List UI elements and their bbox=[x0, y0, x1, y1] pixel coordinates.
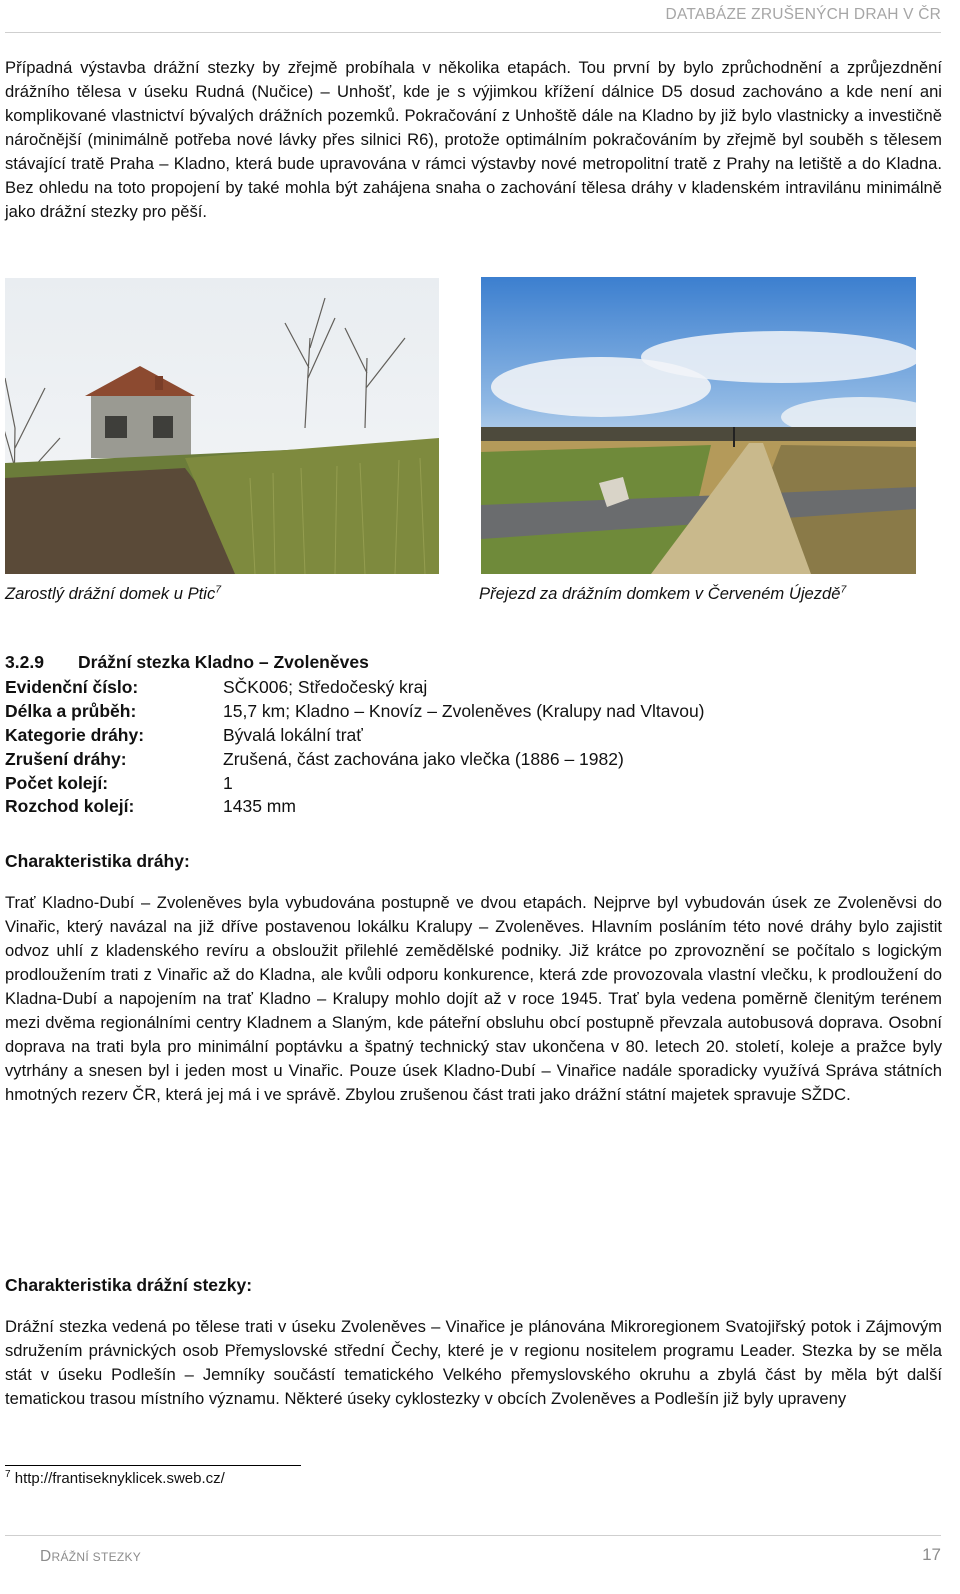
footnote-link[interactable]: http://frantiseknyklicek.sweb.cz/ bbox=[14, 1470, 225, 1487]
page-number: 17 bbox=[922, 1545, 941, 1564]
track-heading: Charakteristika dráhy: bbox=[5, 851, 190, 871]
intro-paragraph: Případná výstavba drážní stezky by zřejmě probíhala v několika etapách. Tou první by bylo zprůchodnění a zprůjezdnění drážního tělesa v úseku Rudná (Nučice) – Unhošť, kde je s výjimkou křížení dálnice D5 dosud zachováno a kde není ani komplikované vlastnictví bývalých drážních pozemků. Pokračování z Unhoště dále na Kladno by již bylo vlastnicky a investičně náročnější (minimálně potřeba nové lávky přes silnici R6), protože optimálním pokračováním by zřejmě byl souběh s tělesem stávající tratě Praha – Kladno, která bude upravována v rámci výstavby nové metropolitní tratě z Prahy na letiště a do Kladna. Bez ohledu na toto propojení by také mohla být zahájena snaha o zachování tělesa dráhy v kladenském intravilánu minimálně jako drážní stezky pro pěší. bbox=[5, 58, 942, 221]
header-rule bbox=[5, 32, 941, 33]
footnote-ref: 7 bbox=[215, 583, 222, 596]
running-header: DATABÁZE ZRUŠENÝCH DRAH V ČR bbox=[665, 6, 941, 23]
footnote: $^7$ http://frantiseknyklicek.sweb.cz/ bbox=[5, 1469, 225, 1487]
photo-caption-1: Zarostlý drážní domek u Ptic$^7$ bbox=[5, 583, 222, 603]
track-paragraph: Trať Kladno-Dubí – Zvoleněves byla vybudována postupně ve dvou etapách. Nejprve byl vybudován úsek ze Zvoleněvsi do Vinařic, který navázal na již dříve postavenou lokálku Kralupy – Zvoleněves. Hlavním posláním této nové dráhy bylo zajistit odvoz uhlí z kladenského revíru a obsloužit přilehlé zemědělské podniky. Již krátce po zprovoznění se počítalo s logickým prodloužením trati z Vinařic až do Kladna, ale kvůli odporu konkurence, která zde provozovala vlastní vlečku, k prodloužení do Kladna-Dubí a napojením na trať Kladno – Kralupy mohlo dojít až v roce 1945. Trať byla vedena poměrně členitým terénem mezi dvěma regionálními centry Kladnem a Slaným, kde páteřní obsluhu obcí postupně převzala autobusová doprava. Osobní doprava na trati byla pro minimální poptávku a špatný technický stav ukončena v 80. letech 20. století, koleje a pražce byly vytrhány a snesen byl i jeden most u Vinařic. Pouze úsek Kladno-Dubí – Vinařice nadále sporadicky využívá Správa státních hmotných rezerv ČR, která jej má i ve správě. Zbylou zrušenou část trati jako drážní státní majetek spravuje SŽDC. bbox=[5, 893, 942, 1104]
photo-road-crossing bbox=[481, 277, 916, 574]
running-footer: DRÁŽNÍ STEZKY bbox=[40, 1548, 142, 1565]
photo-railway-house bbox=[5, 278, 439, 574]
footnote-ref: 7 bbox=[840, 583, 847, 596]
path-heading: Charakteristika drážní stezky: bbox=[5, 1275, 253, 1295]
photo-caption-2: Přejezd za drážním domkem v Červeném Újezdě$^7$ bbox=[479, 583, 847, 603]
path-paragraph: Drážní stezka vedená po tělese trati v úseku Zvoleněves – Vinařice je plánována Mikroregionem Svatojiřský potok i Zájmovým sdružením právnických osob Přemyslovské střední Čechy, které je v regionu nositelem programu Leader. Stezka by se měla stát v úseku Podlešín – Jemníky součástí tematického Velkého přemyslovského okruhu a zbylá část by měla být další tematickou trasou místního významu. Některé úseky cyklostezky v obcích Zvoleněves a Podlešín již byly upraveny bbox=[5, 1317, 942, 1408]
footnote-rule bbox=[5, 1465, 301, 1466]
section-heading: 3.2.9 Drážní stezka Kladno – Zvoleněves bbox=[5, 652, 369, 672]
footer-rule bbox=[5, 1535, 941, 1536]
